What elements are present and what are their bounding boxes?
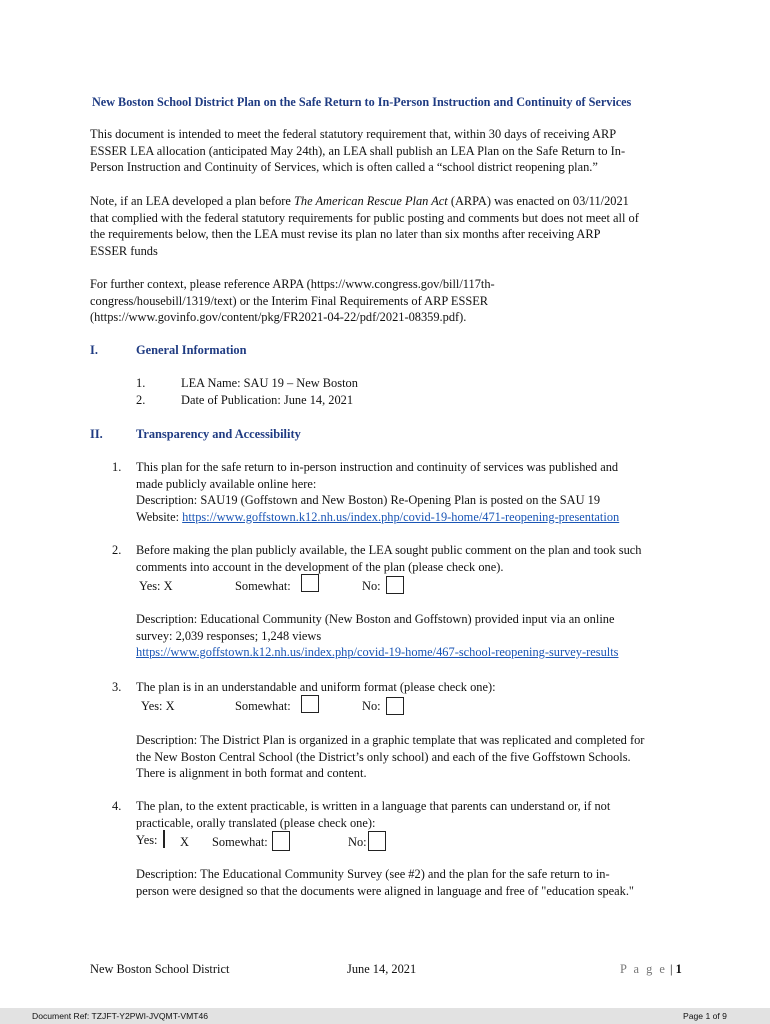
- note-line: that complied with the federal statutory requirements for public posting and comments but does not meet all of: [90, 210, 639, 225]
- context-paragraph: [90, 276, 690, 326]
- footer-page: [620, 961, 682, 978]
- question-number: 1.: [112, 460, 122, 474]
- question-2-description: [136, 611, 696, 661]
- section-2-title: Transparency and Accessibility: [136, 427, 301, 441]
- yes-option: Yes: X: [141, 699, 175, 713]
- intro-line: This document is intended to meet the federal statutory requirement that, within 30 days of receiving ARP: [90, 127, 617, 141]
- document-title: New Boston School District Plan on the Safe Return to In-Person Instruction and Continuity of Services: [92, 95, 632, 109]
- somewhat-checkbox[interactable]: [272, 831, 290, 851]
- no-checkbox[interactable]: [386, 697, 404, 715]
- description-line: person were designed so that the documents were aligned in language and free of "education speak.": [136, 883, 634, 898]
- no-option: No:: [362, 699, 381, 713]
- lea-name: LEA Name: SAU 19 – New Boston: [181, 376, 358, 390]
- page-label: P a g e: [620, 962, 667, 976]
- act-title: The American Rescue Plan Act: [294, 194, 448, 208]
- yes-mark: X: [180, 835, 189, 849]
- question-4: [136, 798, 696, 831]
- description-line: survey: 2,039 responses; 1,248 views: [136, 628, 322, 643]
- description-line: Description: The District Plan is organized in a graphic template that was replicated and completed for: [136, 733, 645, 747]
- reopening-presentation-link[interactable]: https://www.goffstown.k12.nh.us/index.php/covid-19-home/471-reopening-presentation: [182, 509, 620, 524]
- question-line: Description: SAU19 (Goffstown and New Boston) Re-Opening Plan is posted on the SAU 19: [136, 493, 601, 508]
- somewhat-checkbox[interactable]: [301, 695, 319, 713]
- no-option: No:: [362, 579, 381, 593]
- section-1-number: I.: [90, 343, 98, 357]
- question-1: [136, 459, 696, 525]
- description-line: Description: Educational Community (New Boston and Goffstown) provided input via an online: [136, 612, 615, 626]
- list-item: 2.: [136, 393, 146, 407]
- footer-district: New Boston School District: [90, 962, 230, 976]
- footer-date: June 14, 2021: [347, 962, 417, 976]
- context-line: For further context, please reference ARPA (https://www.congress.gov/bill/117th-: [90, 277, 495, 291]
- website-line: Website: https://www.goffstown.k12.nh.us/index.php/covid-19-home/471-reopening-presentation: [136, 509, 620, 524]
- question-line: Before making the plan publicly available, the LEA sought public comment on the plan and took such: [136, 543, 642, 557]
- page-of-count: Page 1 of 9: [683, 1011, 727, 1021]
- question-line: This plan for the safe return to in-person instruction and continuity of services was published and: [136, 460, 619, 474]
- question-4-description: [136, 866, 696, 899]
- description-line: Description: The Educational Community Survey (see #2) and the plan for the safe return to in-: [136, 867, 610, 881]
- intro-line: Person Instruction and Continuity of Services, which is often called a “school district reopening plan.”: [90, 160, 598, 175]
- publication-date: Date of Publication: June 14, 2021: [181, 393, 354, 407]
- question-line: comments into account in the development of the plan (please check one).: [136, 559, 504, 574]
- question-3-description: [136, 732, 696, 782]
- no-checkbox[interactable]: [368, 831, 386, 851]
- question-2: [136, 542, 696, 575]
- question-3: The plan is in an understandable and uniform format (please check one):: [136, 680, 496, 694]
- yes-option: Yes: X: [139, 579, 173, 593]
- question-line: practicable, orally translated (please check one):: [136, 815, 376, 830]
- somewhat-option: Somewhat:: [235, 579, 291, 593]
- intro-line: ESSER LEA allocation (anticipated May 24th), an LEA shall publish an LEA Plan on the Safe Return to In-: [90, 143, 626, 158]
- no-option: No:: [348, 835, 367, 849]
- context-line: congress/housebill/1319/text) or the Interim Final Requirements of ARP ESSER: [90, 293, 489, 308]
- document-reference-bar: [0, 1008, 770, 1024]
- note-paragraph: [90, 193, 690, 259]
- question-number: 2.: [112, 543, 122, 557]
- note-line: Note, if an LEA developed a plan before The American Rescue Plan Act (ARPA) was enacted on 03/11/2021: [90, 194, 629, 208]
- question-number: 3.: [112, 680, 122, 694]
- note-line: the requirements below, then the LEA must revise its plan no later than six months after receiving ARP: [90, 227, 601, 242]
- question-line: The plan, to the extent practicable, is written in a language that parents can understand or, if not: [136, 799, 611, 813]
- intro-paragraph: [90, 126, 690, 176]
- page-number: 1: [675, 962, 682, 976]
- section-2-number: II.: [90, 427, 103, 441]
- survey-results-link[interactable]: https://www.goffstown.k12.nh.us/index.php/covid-19-home/467-school-reopening-survey-results: [136, 645, 619, 660]
- yes-checkbox-edge: [163, 830, 165, 848]
- context-line: (https://www.govinfo.gov/content/pkg/FR2021-04-22/pdf/2021-08359.pdf).: [90, 310, 467, 325]
- somewhat-checkbox[interactable]: [301, 574, 319, 592]
- yes-option: Yes:: [136, 833, 158, 847]
- question-line: made publicly available online here:: [136, 476, 317, 491]
- somewhat-option: Somewhat:: [212, 835, 268, 849]
- description-line: the New Boston Central School (the District’s only school) and each of the five Goffstown Schools.: [136, 749, 631, 764]
- question-number: 4.: [112, 799, 122, 813]
- no-checkbox[interactable]: [386, 576, 404, 594]
- list-item: 1.: [136, 376, 146, 390]
- somewhat-option: Somewhat:: [235, 699, 291, 713]
- note-line: ESSER funds: [90, 243, 158, 258]
- page-separator: |: [666, 962, 676, 976]
- description-line: There is alignment in both format and content.: [136, 766, 367, 781]
- section-1-title: General Information: [136, 343, 247, 357]
- document-ref: Document Ref: TZJFT-Y2PWI-JVQMT-VMT46: [32, 1011, 209, 1021]
